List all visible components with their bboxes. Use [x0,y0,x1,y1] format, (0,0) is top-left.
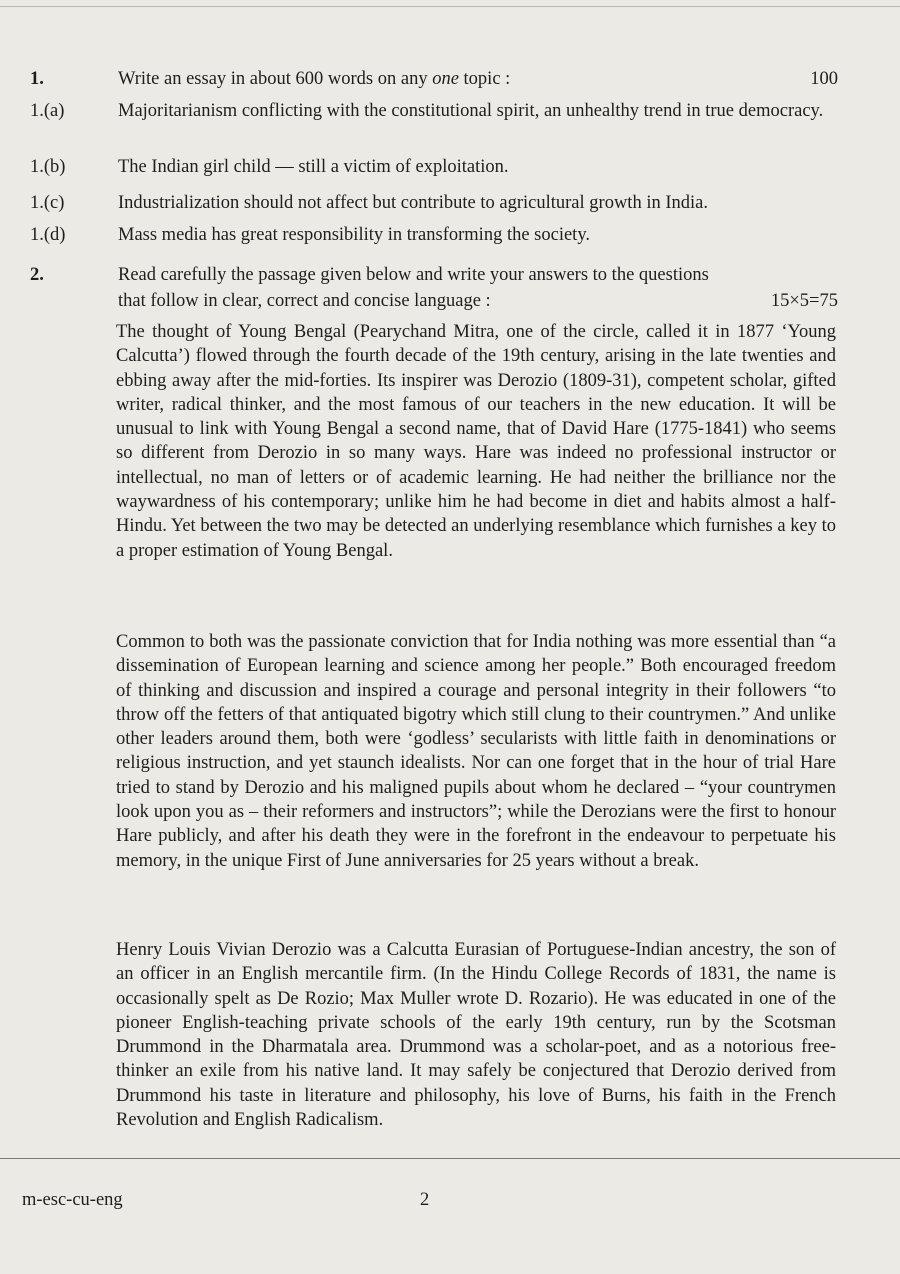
paper-code: m-esc-cu-eng [22,1190,123,1210]
passage-paragraph-3: Henry Louis Vivian Derozio was a Calcutta Eurasian of Portuguese-Indian ancestry, the son of an officer in an English mercantile firm. (In the Hindu College Records of 1831, the name is occasionally spelt as De Rozio; Max Muller wrote D. Rozario). He was educated in one of the pioneer English-teaching private schools of the early 19th century, run by the Scotsman Drummond in the Dharmatala area. Drummond was a scholar-poet, and as a notorious free-thinker an exile from his native land. It may safely be conjectured that Derozio derived from Drummond his taste in literature and philosophy, his love of Burns, his faith in the French Revolution and English Radicalism. [116,940,836,1131]
topic-label: 1.(a) [30,101,65,121]
top-rule [0,6,900,7]
topic-text: Majoritarianism conflicting with the constitutional spirit, an unhealthy trend in true democracy. [118,101,824,121]
passage-paragraph-2: Common to both was the passionate conviction that for India nothing was more essential than “a dissemination of European learning and science among her people.” Both encouraged freedom of thinking and discussion and inspired a courage and personal integrity in their followers “to throw off the fetters of that antiquated bigotry which still clung to their countrymen.” And unlike other leaders around them, both were ‘godless’ secularists with little faith in denominations or religious instruction, and yet staunch idealists. Nor can one forget that in the hour of trial Hare tried to stand by Derozio and his maligned pupils about whom he declared – “your countrymen look upon you as – their reformers and instructors”; while the Derozians were the first to honour Hare publicly, and after his death they were in the forefront in the endeavour to perpetuate his memory, in the unique First of June anniversaries for 25 years without a break. [116,632,836,871]
topic-label: 1.(d) [30,225,66,245]
marks: 100 [810,69,838,89]
topic-text: Industrialization should not affect but contribute to agricultural growth in India. [118,193,708,213]
question-instruction: Write an essay in about 600 words on any one topic : [118,69,511,89]
topic-text: The Indian girl child — still a victim of exploitation. [118,157,509,177]
page-number: 2 [420,1190,430,1210]
topic-label: 1.(b) [30,157,66,177]
topic-text: Mass media has great responsibility in transforming the society. [118,225,590,245]
passage-paragraph-1: The thought of Young Bengal (Pearychand Mitra, one of the circle, called it in 1877 ‘Young Calcutta’) flowed through the fourth decade of the 19th century, arising in the late twenties and ebbing away after the mid-forties. Its inspirer was Derozio (1809-31), competent scholar, gifted writer, radical thinker, and the most famous of our teachers in the new education. It will be unusual to link with Young Bengal a second name, that of David Hare (1775-1841) who seems so different from Derozio in so many ways. Hare was indeed no professional instructor or intellectual, no man of letters or of academic learning. He had neither the brilliance nor the waywardness of his contemporary; unlike him he had become in diet and habits almost a half-Hindu. Yet between the two may be detected an underlying resemblance which furnishes a key to a proper estimation of Young Bengal. [116,322,836,561]
footer-rule [0,1158,900,1159]
question-instruction: Read carefully the passage given below and write your answers to the questions that follow in clear, correct and concise language : [118,265,709,311]
question-number: 1. [30,69,44,89]
question-number: 2. [30,265,44,285]
topic-label: 1.(c) [30,193,65,213]
marks: 15×5=75 [770,291,838,311]
